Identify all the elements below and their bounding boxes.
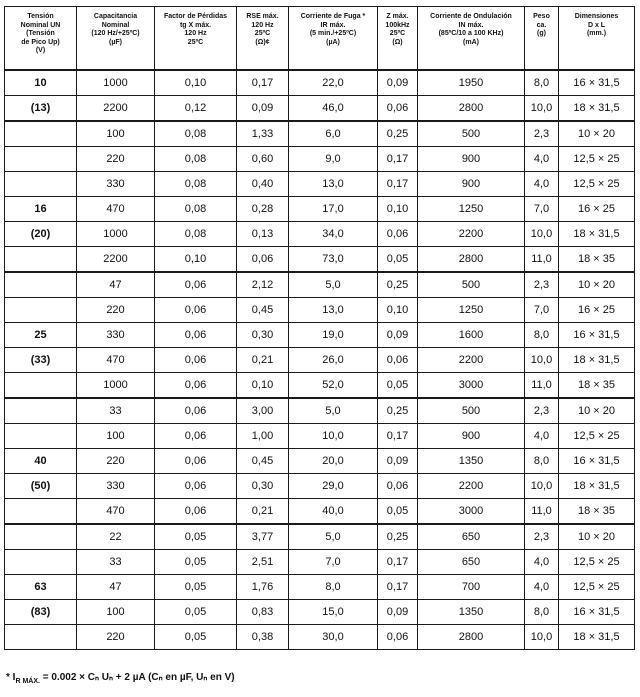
footnote-subscript: R MÁX. [15, 678, 40, 685]
weight-cell: 11,0 [525, 247, 559, 273]
esr-cell: 0,21 [237, 348, 289, 373]
weight-cell: 2,3 [525, 398, 559, 424]
leakage-cell: 5,0 [289, 524, 378, 550]
voltage-cell: 63 [5, 575, 77, 600]
table-row [5, 222, 635, 247]
impedance-cell: 0,25 [378, 398, 418, 424]
weight-cell: 11,0 [525, 373, 559, 399]
weight-cell: 4,0 [525, 147, 559, 172]
ripple-cell: 900 [418, 424, 525, 449]
dissipation-cell: 0,10 [155, 70, 237, 96]
table-row [5, 398, 635, 424]
weight-cell: 2,3 [525, 121, 559, 147]
esr-cell: 0,30 [237, 323, 289, 348]
table-row [5, 147, 635, 172]
voltage-cell: (50) [5, 474, 77, 499]
voltage-cell [5, 272, 77, 298]
weight-cell: 8,0 [525, 449, 559, 474]
impedance-cell: 0,05 [378, 247, 418, 273]
esr-cell: 2,12 [237, 272, 289, 298]
leakage-cell: 9,0 [289, 147, 378, 172]
leakage-formula-footnote [6, 672, 235, 683]
footnote-formula: = 0.002 × Cₙ Uₙ + 2 µA (Cₙ en µF, Uₙ en V) [39, 672, 235, 683]
esr-cell: 0,60 [237, 147, 289, 172]
dimensions-cell: 16 × 31,5 [559, 70, 635, 96]
dissipation-cell: 0,06 [155, 298, 237, 323]
capacitance-cell: 100 [77, 121, 155, 147]
impedance-cell: 0,10 [378, 298, 418, 323]
capacitance-cell: 22 [77, 524, 155, 550]
table-row [5, 323, 635, 348]
impedance-cell: 0,06 [378, 474, 418, 499]
table-row [5, 550, 635, 575]
dimensions-cell: 12,5 × 25 [559, 147, 635, 172]
capacitance-cell: 1000 [77, 222, 155, 247]
dissipation-cell: 0,08 [155, 197, 237, 222]
table-row [5, 474, 635, 499]
table-row [5, 70, 635, 96]
voltage-cell [5, 625, 77, 650]
voltage-cell [5, 373, 77, 399]
leakage-cell: 13,0 [289, 172, 378, 197]
table-row [5, 272, 635, 298]
esr-cell: 0,09 [237, 96, 289, 122]
voltage-cell: 40 [5, 449, 77, 474]
weight-cell: 10,0 [525, 222, 559, 247]
ripple-cell: 500 [418, 121, 525, 147]
capacitance-cell: 33 [77, 398, 155, 424]
capacitance-cell: 100 [77, 424, 155, 449]
leakage-cell: 26,0 [289, 348, 378, 373]
impedance-cell: 0,25 [378, 121, 418, 147]
ripple-cell: 900 [418, 172, 525, 197]
esr-cell: 0,45 [237, 298, 289, 323]
table-row [5, 298, 635, 323]
dimensions-cell: 10 × 20 [559, 272, 635, 298]
voltage-cell: 25 [5, 323, 77, 348]
leakage-cell: 40,0 [289, 499, 378, 525]
impedance-cell: 0,17 [378, 172, 418, 197]
esr-cell: 0,21 [237, 499, 289, 525]
esr-cell: 1,33 [237, 121, 289, 147]
impedance-cell: 0,06 [378, 348, 418, 373]
impedance-cell: 0,17 [378, 424, 418, 449]
dimensions-cell: 18 × 31,5 [559, 222, 635, 247]
ripple-cell: 500 [418, 272, 525, 298]
capacitance-cell: 1000 [77, 373, 155, 399]
ripple-cell: 3000 [418, 499, 525, 525]
table-row [5, 575, 635, 600]
weight-cell: 8,0 [525, 600, 559, 625]
capacitance-cell: 220 [77, 625, 155, 650]
dimensions-cell: 16 × 31,5 [559, 600, 635, 625]
table-row [5, 449, 635, 474]
table-row [5, 172, 635, 197]
table-row [5, 524, 635, 550]
leakage-cell: 22,0 [289, 70, 378, 96]
capacitance-cell: 470 [77, 197, 155, 222]
dissipation-cell: 0,06 [155, 348, 237, 373]
table-header [5, 7, 635, 71]
impedance-cell: 0,10 [378, 197, 418, 222]
voltage-cell: (33) [5, 348, 77, 373]
table-row [5, 373, 635, 399]
leakage-cell: 46,0 [289, 96, 378, 122]
dissipation-cell: 0,08 [155, 222, 237, 247]
impedance-cell: 0,06 [378, 96, 418, 122]
leakage-cell: 19,0 [289, 323, 378, 348]
dimensions-cell: 10 × 20 [559, 398, 635, 424]
header-ripple: Corriente de Ondulación IN máx. (85ºC/10 a 100 KHz) (mA) [418, 7, 525, 71]
impedance-cell: 0,17 [378, 550, 418, 575]
table-row [5, 247, 635, 273]
voltage-cell [5, 424, 77, 449]
dissipation-cell: 0,06 [155, 398, 237, 424]
header-leakage: Corriente de Fuga * IR máx. (5 min./+25ºC) (µA) [289, 7, 378, 71]
header-esr: RSE máx. 120 Hz 25ºC (Ω)¢ [237, 7, 289, 71]
ripple-cell: 1350 [418, 600, 525, 625]
esr-cell: 0,17 [237, 70, 289, 96]
weight-cell: 10,0 [525, 96, 559, 122]
header-row [5, 7, 635, 71]
esr-cell: 0,38 [237, 625, 289, 650]
dimensions-cell: 18 × 35 [559, 499, 635, 525]
dissipation-cell: 0,06 [155, 474, 237, 499]
weight-cell: 4,0 [525, 575, 559, 600]
weight-cell: 10,0 [525, 625, 559, 650]
dimensions-cell: 16 × 25 [559, 298, 635, 323]
ripple-cell: 650 [418, 524, 525, 550]
table-row [5, 197, 635, 222]
dissipation-cell: 0,06 [155, 424, 237, 449]
leakage-cell: 17,0 [289, 197, 378, 222]
dissipation-cell: 0,05 [155, 600, 237, 625]
capacitance-cell: 47 [77, 272, 155, 298]
leakage-cell: 5,0 [289, 398, 378, 424]
capacitor-spec-table [4, 6, 635, 650]
weight-cell: 4,0 [525, 550, 559, 575]
capacitance-cell: 220 [77, 449, 155, 474]
dimensions-cell: 18 × 31,5 [559, 474, 635, 499]
impedance-cell: 0,06 [378, 625, 418, 650]
ripple-cell: 3000 [418, 373, 525, 399]
impedance-cell: 0,25 [378, 272, 418, 298]
dissipation-cell: 0,06 [155, 449, 237, 474]
esr-cell: 1,00 [237, 424, 289, 449]
header-weight: Peso ca. (g) [525, 7, 559, 71]
ripple-cell: 1600 [418, 323, 525, 348]
dissipation-cell: 0,05 [155, 550, 237, 575]
leakage-cell: 34,0 [289, 222, 378, 247]
ripple-cell: 1350 [418, 449, 525, 474]
impedance-cell: 0,17 [378, 147, 418, 172]
impedance-cell: 0,05 [378, 499, 418, 525]
voltage-cell [5, 499, 77, 525]
weight-cell: 10,0 [525, 348, 559, 373]
esr-cell: 0,40 [237, 172, 289, 197]
voltage-cell [5, 524, 77, 550]
leakage-cell: 7,0 [289, 550, 378, 575]
dissipation-cell: 0,08 [155, 172, 237, 197]
impedance-cell: 0,17 [378, 575, 418, 600]
leakage-cell: 6,0 [289, 121, 378, 147]
table-row [5, 499, 635, 525]
esr-cell: 2,51 [237, 550, 289, 575]
dimensions-cell: 18 × 31,5 [559, 96, 635, 122]
impedance-cell: 0,09 [378, 323, 418, 348]
esr-cell: 1,76 [237, 575, 289, 600]
dimensions-cell: 10 × 20 [559, 524, 635, 550]
leakage-cell: 13,0 [289, 298, 378, 323]
capacitance-cell: 1000 [77, 70, 155, 96]
dissipation-cell: 0,06 [155, 373, 237, 399]
voltage-cell [5, 298, 77, 323]
weight-cell: 8,0 [525, 70, 559, 96]
ripple-cell: 2200 [418, 222, 525, 247]
dissipation-cell: 0,06 [155, 323, 237, 348]
ripple-cell: 2800 [418, 625, 525, 650]
esr-cell: 3,00 [237, 398, 289, 424]
esr-cell: 0,06 [237, 247, 289, 273]
table-row [5, 424, 635, 449]
impedance-cell: 0,09 [378, 600, 418, 625]
leakage-cell: 8,0 [289, 575, 378, 600]
weight-cell: 7,0 [525, 197, 559, 222]
voltage-cell: (20) [5, 222, 77, 247]
table-row [5, 348, 635, 373]
leakage-cell: 29,0 [289, 474, 378, 499]
dimensions-cell: 16 × 31,5 [559, 449, 635, 474]
capacitance-cell: 220 [77, 147, 155, 172]
header-dimensions: Dimensiones D x L (mm.) [559, 7, 635, 71]
capacitance-cell: 2200 [77, 247, 155, 273]
leakage-cell: 30,0 [289, 625, 378, 650]
dissipation-cell: 0,12 [155, 96, 237, 122]
voltage-cell [5, 550, 77, 575]
dissipation-cell: 0,08 [155, 147, 237, 172]
dimensions-cell: 12,5 × 25 [559, 550, 635, 575]
weight-cell: 4,0 [525, 424, 559, 449]
header-voltage: Tensión Nominal UN (Tensión de Pico Up) (V) [5, 7, 77, 71]
dimensions-cell: 18 × 31,5 [559, 625, 635, 650]
header-impedance: Z máx. 100kHz 25ºC (Ω) [378, 7, 418, 71]
table-row [5, 121, 635, 147]
table-body [5, 70, 635, 650]
dimensions-cell: 16 × 31,5 [559, 323, 635, 348]
dimensions-cell: 12,5 × 25 [559, 575, 635, 600]
leakage-cell: 52,0 [289, 373, 378, 399]
weight-cell: 7,0 [525, 298, 559, 323]
esr-cell: 0,10 [237, 373, 289, 399]
voltage-cell [5, 121, 77, 147]
capacitance-cell: 47 [77, 575, 155, 600]
header-dissipation: Factor de Pérdidas tg X máx. 120 Hz 25ºC [155, 7, 237, 71]
capacitance-cell: 470 [77, 499, 155, 525]
ripple-cell: 2800 [418, 247, 525, 273]
esr-cell: 0,45 [237, 449, 289, 474]
dissipation-cell: 0,05 [155, 575, 237, 600]
voltage-cell: 10 [5, 70, 77, 96]
impedance-cell: 0,05 [378, 373, 418, 399]
table-row [5, 96, 635, 122]
ripple-cell: 1950 [418, 70, 525, 96]
voltage-cell [5, 172, 77, 197]
dimensions-cell: 18 × 35 [559, 373, 635, 399]
ripple-cell: 1250 [418, 298, 525, 323]
dissipation-cell: 0,05 [155, 524, 237, 550]
impedance-cell: 0,09 [378, 70, 418, 96]
ripple-cell: 2800 [418, 96, 525, 122]
voltage-cell [5, 147, 77, 172]
ripple-cell: 900 [418, 147, 525, 172]
esr-cell: 0,30 [237, 474, 289, 499]
esr-cell: 0,83 [237, 600, 289, 625]
leakage-cell: 15,0 [289, 600, 378, 625]
dimensions-cell: 18 × 31,5 [559, 348, 635, 373]
ripple-cell: 2200 [418, 474, 525, 499]
voltage-cell: (13) [5, 96, 77, 122]
leakage-cell: 20,0 [289, 449, 378, 474]
dimensions-cell: 12,5 × 25 [559, 424, 635, 449]
dimensions-cell: 12,5 × 25 [559, 172, 635, 197]
impedance-cell: 0,06 [378, 222, 418, 247]
dissipation-cell: 0,05 [155, 625, 237, 650]
capacitance-cell: 330 [77, 474, 155, 499]
capacitance-cell: 33 [77, 550, 155, 575]
voltage-cell [5, 247, 77, 273]
dimensions-cell: 16 × 25 [559, 197, 635, 222]
impedance-cell: 0,09 [378, 449, 418, 474]
esr-cell: 0,28 [237, 197, 289, 222]
capacitance-cell: 470 [77, 348, 155, 373]
dimensions-cell: 10 × 20 [559, 121, 635, 147]
impedance-cell: 0,25 [378, 524, 418, 550]
weight-cell: 8,0 [525, 323, 559, 348]
esr-cell: 0,13 [237, 222, 289, 247]
weight-cell: 11,0 [525, 499, 559, 525]
ripple-cell: 1250 [418, 197, 525, 222]
dissipation-cell: 0,10 [155, 247, 237, 273]
voltage-cell: (83) [5, 600, 77, 625]
ripple-cell: 650 [418, 550, 525, 575]
ripple-cell: 500 [418, 398, 525, 424]
voltage-cell [5, 398, 77, 424]
table-row [5, 600, 635, 625]
leakage-cell: 73,0 [289, 247, 378, 273]
weight-cell: 10,0 [525, 474, 559, 499]
header-capacitance: Capacitancia Nominal (120 Hz/+25ºC) (µF) [77, 7, 155, 71]
ripple-cell: 700 [418, 575, 525, 600]
capacitance-cell: 330 [77, 323, 155, 348]
esr-cell: 3,77 [237, 524, 289, 550]
dissipation-cell: 0,06 [155, 499, 237, 525]
weight-cell: 4,0 [525, 172, 559, 197]
capacitance-cell: 330 [77, 172, 155, 197]
ripple-cell: 2200 [418, 348, 525, 373]
dimensions-cell: 18 × 35 [559, 247, 635, 273]
weight-cell: 2,3 [525, 524, 559, 550]
leakage-cell: 5,0 [289, 272, 378, 298]
voltage-cell: 16 [5, 197, 77, 222]
capacitance-cell: 220 [77, 298, 155, 323]
dissipation-cell: 0,08 [155, 121, 237, 147]
capacitance-cell: 2200 [77, 96, 155, 122]
footnote-prefix: * I [6, 672, 16, 683]
capacitance-cell: 100 [77, 600, 155, 625]
table-row [5, 625, 635, 650]
dissipation-cell: 0,06 [155, 272, 237, 298]
weight-cell: 2,3 [525, 272, 559, 298]
leakage-cell: 10,0 [289, 424, 378, 449]
